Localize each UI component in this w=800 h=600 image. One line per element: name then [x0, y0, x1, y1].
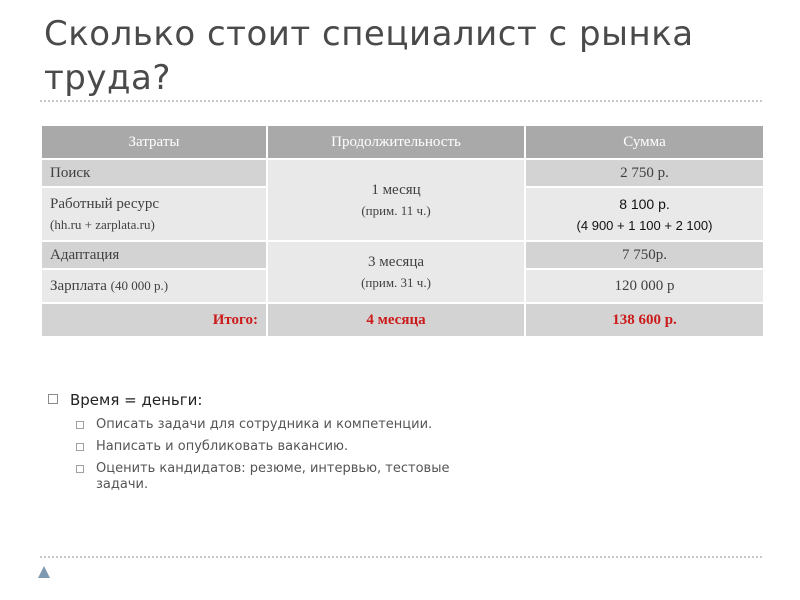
- square-bullet-icon: [76, 443, 84, 451]
- header-duration: Продолжительность: [267, 125, 525, 159]
- row-label-adapt: Адаптация: [41, 241, 267, 269]
- list-item: [48, 417, 468, 433]
- row-label-work-main: Работный ресурс: [50, 195, 160, 212]
- divider-top: [40, 100, 762, 102]
- list-item: [48, 461, 468, 493]
- table-header-row: [41, 125, 764, 159]
- sum-adapt: 7 750р.: [525, 241, 764, 269]
- sum-work: [525, 187, 764, 241]
- row-label-salary-sub: (40 000 р.): [110, 277, 169, 293]
- total-duration: 4 месяца: [267, 303, 525, 337]
- sum-work-main: 8 100 р.: [619, 195, 670, 212]
- header-sum: Сумма: [525, 125, 764, 159]
- bullet-list: [48, 389, 468, 493]
- list-item: [48, 439, 468, 455]
- list-item-text: Написать и опубликовать вакансию.: [96, 439, 349, 454]
- table-total-row: [41, 303, 764, 337]
- bullet-main: [48, 389, 468, 411]
- list-item-text: Описать задачи для сотрудника и компетенции.: [96, 417, 433, 432]
- table-row: [41, 159, 764, 187]
- row-label-work-sub: (hh.ru + zarplata.ru): [50, 216, 155, 232]
- bullet-main-text: Время = деньги:: [70, 391, 203, 409]
- square-bullet-icon: [76, 465, 84, 473]
- divider-bottom: [40, 556, 762, 558]
- slide-title: Сколько стоит специалист с рынка труда?: [44, 14, 694, 98]
- duration-sub: (прим. 11 ч.): [361, 202, 431, 218]
- duration-cell-second: [267, 241, 525, 303]
- list-item-text: Оценить кандидатов: резюме, интервью, тестовые задачи.: [96, 461, 450, 492]
- square-bullet-icon: [76, 421, 84, 429]
- total-label: Итого:: [41, 303, 267, 337]
- square-bullet-icon: [48, 394, 58, 404]
- row-label-work: [41, 187, 267, 241]
- duration-main: 3 месяца: [367, 253, 424, 270]
- duration-sub: (прим. 31 ч.): [361, 274, 431, 290]
- cost-table: [40, 124, 765, 338]
- row-label-salary: [41, 269, 267, 303]
- duration-cell-first: [267, 159, 525, 241]
- total-sum: 138 600 р.: [525, 303, 764, 337]
- sum-work-sub: (4 900 + 1 100 + 2 100): [576, 217, 713, 233]
- row-label-salary-main: Зарплата: [50, 277, 107, 294]
- triangle-nav-icon[interactable]: [38, 566, 50, 578]
- duration-main: 1 месяц: [371, 181, 421, 198]
- header-costs: Затраты: [41, 125, 267, 159]
- sum-search: 2 750 р.: [525, 159, 764, 187]
- row-label-search: Поиск: [41, 159, 267, 187]
- table-row: [41, 241, 764, 269]
- sum-salary: 120 000 р: [525, 269, 764, 303]
